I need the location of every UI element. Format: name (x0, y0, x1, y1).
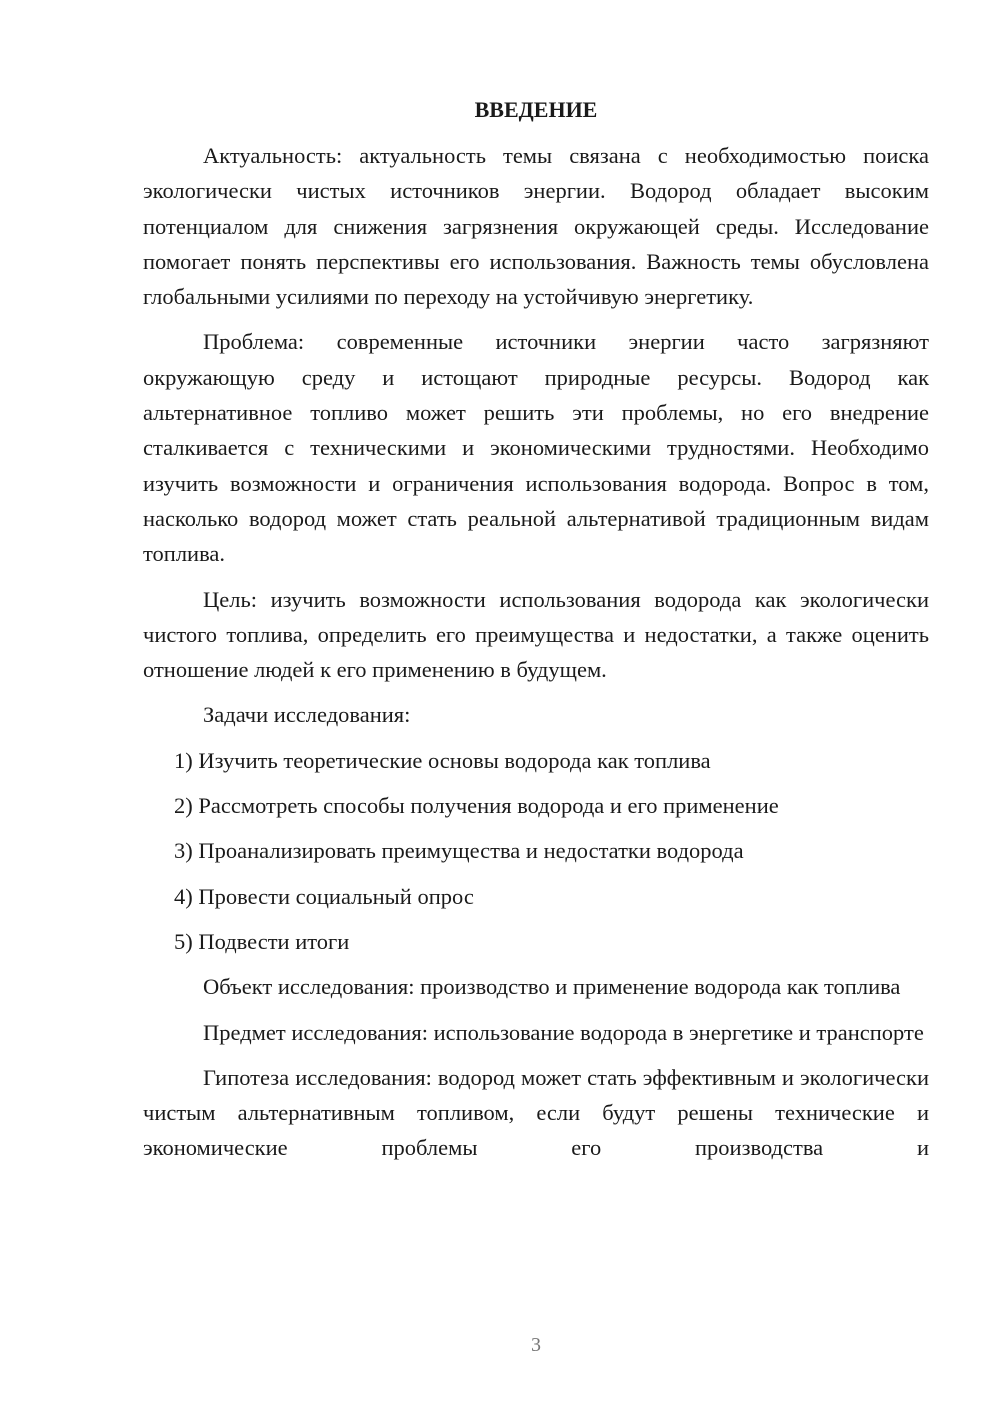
tasks-title: Задачи исследования: (203, 702, 411, 728)
list-item-text: Рассмотреть способы получения водорода и его применение (198, 793, 779, 819)
list-item-number: 5) (174, 928, 193, 954)
list-item-number: 4) (174, 883, 193, 909)
paragraph-problem: Проблема: современные источники энергии часто загрязняют окружающую среду и истощают природные ресурсы. Водород как альтернативное топливо может решить эти проблемы, но его внедрение сталкивается с техническими и экономическими трудностями. Необходимо изучить возможности и ограничения использования водорода. Вопрос в том, насколько водород может стать реальной альтернативой традиционным видам топлива. (143, 329, 929, 567)
list-item (143, 743, 929, 778)
list-item-text: Изучить теоретические основы водорода как топлива (198, 747, 711, 773)
paragraph-object: Объект исследования: производство и применение водорода как топлива (203, 974, 901, 1000)
section-heading: ВВЕДЕНИЕ (474, 97, 598, 122)
list-item-text: Провести социальный опрос (198, 883, 474, 909)
list-item-text: Подвести итоги (198, 928, 350, 954)
page-content (143, 92, 929, 1176)
tasks-list (143, 743, 929, 959)
list-item (143, 879, 929, 914)
list-item-number: 1) (174, 747, 193, 773)
list-item-text: Проанализировать преимущества и недостатки водорода (198, 838, 744, 864)
list-item-number: 2) (174, 793, 193, 819)
paragraph-relevance: Актуальность: актуальность темы связана с необходимостью поиска экологически чистых источников энергии. Водород обладает высоким потенциалом для снижения загрязнения окружающей среды. Исследование помогает понять перспективы его использования. Важность темы обусловлена глобальными усилиями по переходу на устойчивую энергетику. (143, 143, 929, 310)
page-number: 3 (531, 1334, 541, 1356)
list-item (143, 833, 929, 868)
list-item (143, 924, 929, 959)
list-item-number: 3) (174, 838, 193, 864)
list-item (143, 788, 929, 823)
paragraph-hypothesis: Гипотеза исследования: водород может стать эффективным и экологически чистым альтернативным топливом, если будут решены технические и экономические проблемы его производства и (143, 1064, 929, 1161)
paragraph-goal: Цель: изучить возможности использования водорода как экологически чистого топлива, определить его преимущества и недостатки, а также оценить отношение людей к его применению в будущем. (143, 586, 929, 683)
paragraph-subject: Предмет исследования: использование водорода в энергетике и транспорте (203, 1019, 924, 1045)
